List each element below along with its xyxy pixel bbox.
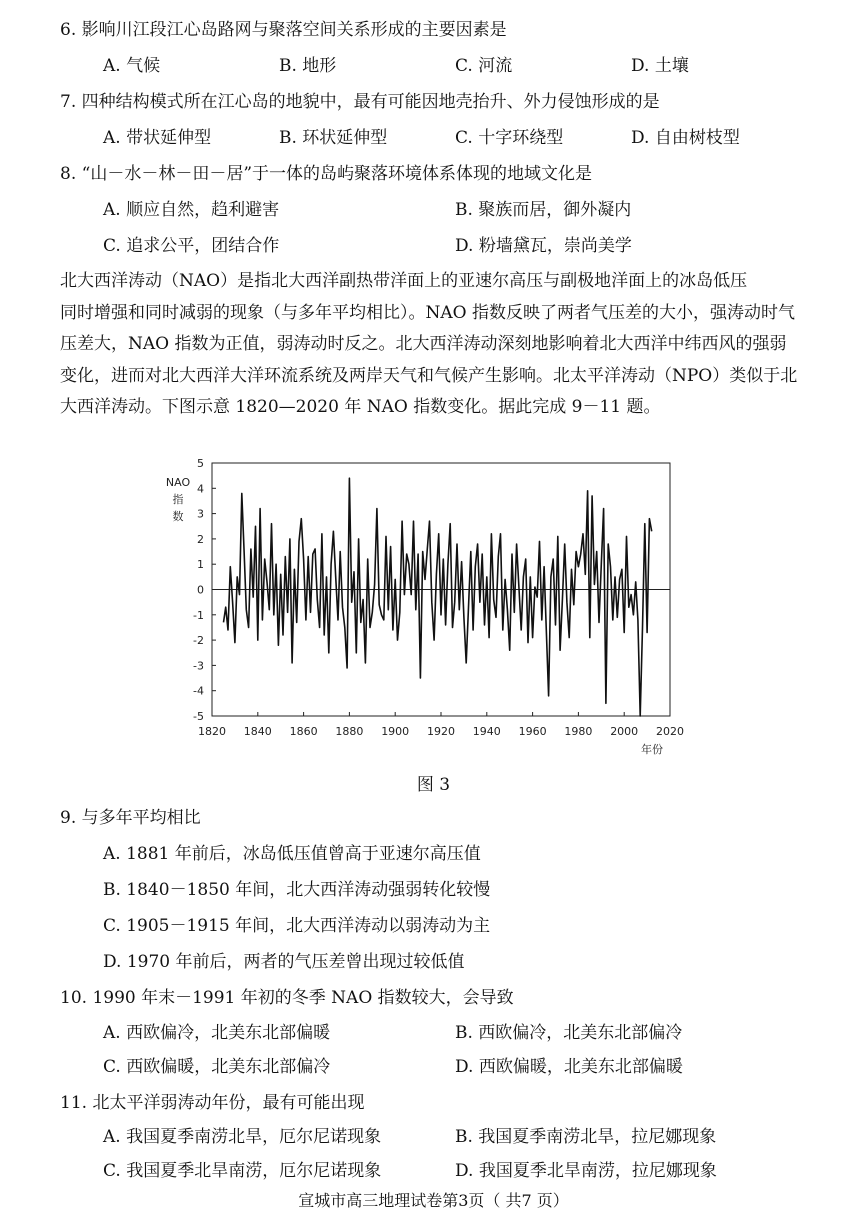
nao-index-series-line — [224, 478, 652, 716]
y-tick-label: -3 — [193, 659, 204, 673]
y-axis-label: NAO — [165, 476, 191, 489]
q6-option-d: D. 土壤 — [631, 56, 689, 76]
x-axis-label: 年份 — [641, 743, 663, 756]
y-tick-label: 5 — [197, 457, 204, 470]
y-tick-label: -5 — [193, 710, 204, 723]
question-6-stem: 6. 影响川江段江心岛路网与聚落空间关系形成的主要因素是 — [60, 20, 507, 40]
nao-passage — [60, 266, 850, 424]
q11-option-c: C. 我国夏季北旱南涝，厄尔尼诺现象 — [103, 1161, 382, 1181]
y-tick-label: 2 — [197, 532, 204, 546]
q6-option-b: B. 地形 — [279, 56, 337, 76]
q9-option-c: C. 1905－1915 年间，北大西洋涛动以弱涛动为主 — [103, 916, 491, 936]
q8-option-d: D. 粉墙黛瓦，崇尚美学 — [455, 236, 632, 256]
q8-option-b: B. 聚族而居，御外凝内 — [455, 200, 632, 220]
question-8-stem: 8. “山－水－林－田－居”于一体的岛屿聚落环境体系体现的地域文化是 — [60, 164, 593, 184]
x-tick-label: 1840 — [243, 725, 272, 738]
q8-option-a: A. 顺应自然，趋利避害 — [103, 200, 280, 220]
y-axis-label: 指 — [172, 493, 184, 506]
x-tick-label: 1960 — [518, 725, 547, 738]
y-tick-label: -1 — [193, 608, 204, 622]
x-tick-label: 1980 — [564, 725, 593, 738]
q11-option-d: D. 我国夏季北旱南涝，拉尼娜现象 — [455, 1161, 717, 1181]
y-tick-label: 1 — [197, 558, 204, 572]
question-11-stem: 11. 北太平洋弱涛动年份，最有可能出现 — [60, 1093, 365, 1113]
y-tick-label: -4 — [193, 684, 204, 698]
q7-option-a: A. 带状延伸型 — [103, 128, 212, 148]
page-footer: 宣城市高三地理试卷第3页（ 共7 页） — [298, 1191, 569, 1210]
q7-option-c: C. 十字环绕型 — [455, 128, 564, 148]
y-tick-label: 3 — [197, 507, 204, 521]
question-10-stem: 10. 1990 年末－1991 年初的冬季 NAO 指数较大，会导致 — [60, 988, 514, 1008]
y-tick-label: 0 — [197, 583, 204, 597]
nao-index-chart — [160, 448, 720, 758]
passage-line: 大西洋涛动。下图示意 1820—2020 年 NAO 指数变化。据此完成 9－11 题。 — [60, 397, 661, 417]
x-tick-label: 1920 — [427, 725, 455, 738]
x-tick-label: 2000 — [610, 725, 639, 738]
x-tick-label: 1880 — [335, 725, 364, 738]
x-tick-label: 1940 — [472, 725, 501, 738]
y-tick-label: 4 — [197, 482, 204, 496]
q11-option-b: B. 我国夏季南涝北旱，拉尼娜现象 — [455, 1127, 717, 1147]
q10-option-c: C. 西欧偏暖，北美东北部偏冷 — [103, 1057, 331, 1077]
q10-option-d: D. 西欧偏暖，北美东北部偏暖 — [455, 1057, 683, 1077]
q6-option-c: C. 河流 — [455, 56, 513, 76]
q9-option-d: D. 1970 年前后，两者的气压差曾出现过较低值 — [103, 952, 465, 972]
q7-option-b: B. 环状延伸型 — [279, 128, 388, 148]
q7-option-d: D. 自由树枝型 — [631, 128, 740, 148]
passage-line: 同时增强和同时减弱的现象（与多年平均相比）。NAO 指数反映了两者气压差的大小，强涛动时气 — [60, 302, 795, 323]
q9-option-a: A. 1881 年前后，冰岛低压值曾高于亚速尔高压值 — [103, 844, 481, 864]
x-tick-label: 2020 — [656, 725, 684, 738]
question-7-stem: 7. 四种结构模式所在江心岛的地貌中，最有可能因地壳抬升、外力侵蚀形成的是 — [60, 92, 660, 112]
passage-line: 压差大，NAO 指数为正值，弱涛动时反之。北大西洋涛动深刻地影响着北大西洋中纬西风的强弱 — [60, 334, 787, 354]
passage-line: 北大西洋涛动（NAO）是指北大西洋副热带洋面上的亚速尔高压与副极地洋面上的冰岛低压 — [60, 271, 748, 291]
question-9-stem: 9. 与多年平均相比 — [60, 808, 201, 828]
q9-option-b: B. 1840－1850 年间，北大西洋涛动强弱转化较慢 — [103, 880, 491, 900]
q10-option-b: B. 西欧偏冷，北美东北部偏冷 — [455, 1023, 683, 1043]
q8-option-c: C. 追求公平，团结合作 — [103, 236, 280, 256]
x-tick-label: 1900 — [381, 725, 410, 738]
q11-option-a: A. 我国夏季南涝北旱，厄尔尼诺现象 — [103, 1127, 382, 1147]
passage-line: 变化，进而对北大西洋大洋环流系统及两岸天气和气候产生影响。北太平洋涛动（NPO）类似于北 — [60, 365, 798, 386]
x-tick-label: 1860 — [289, 725, 318, 738]
y-axis-label: 数 — [172, 510, 184, 523]
y-tick-label: -2 — [193, 634, 204, 648]
q6-option-a: A. 气候 — [103, 56, 161, 76]
figure-caption: 图 3 — [416, 775, 451, 795]
q10-option-a: A. 西欧偏冷，北美东北部偏暖 — [103, 1023, 331, 1043]
x-tick-label: 1820 — [198, 725, 226, 738]
